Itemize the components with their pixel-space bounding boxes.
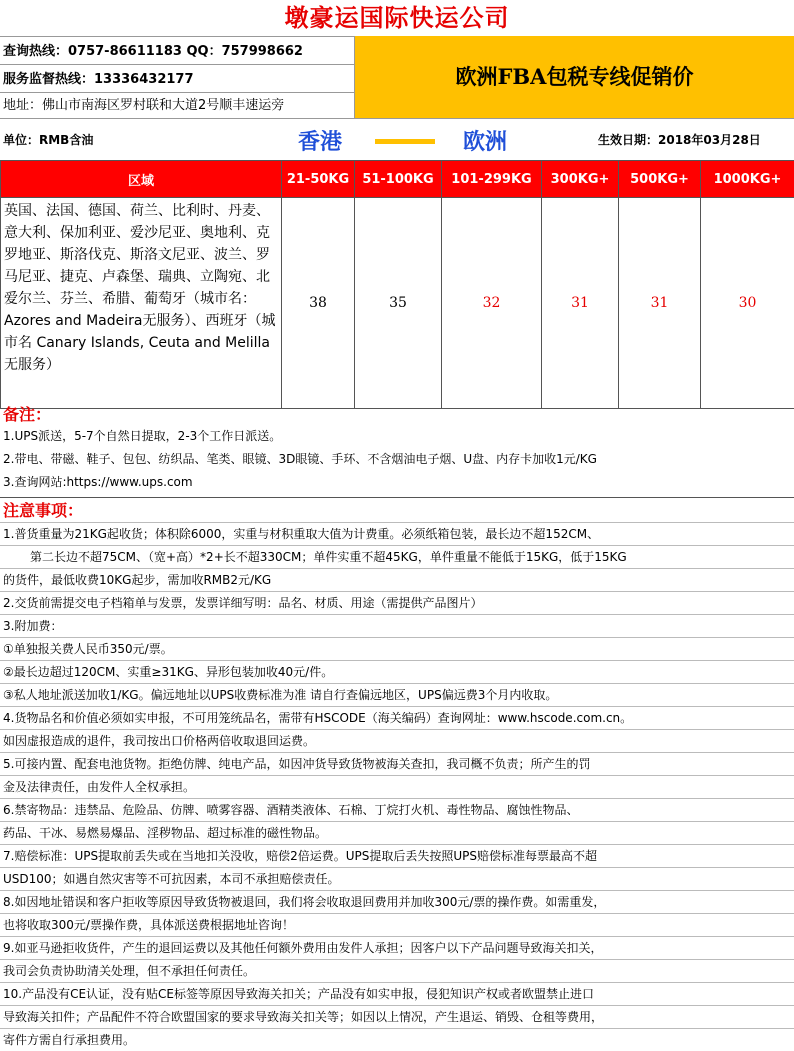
- attention-line: 4.货物品名和价值必须如实申报，不可用笼统品名，需带有HSCODE（海关编码）查询网址：www.hscode.com.cn。: [0, 707, 794, 730]
- price-1000: 30: [701, 198, 794, 409]
- remarks-title: 备注：: [0, 402, 794, 425]
- attention-line: ③私人地址派送加收1/KG。偏远地址以UPS收费标准为准 请自行查偏远地区，UPS偏远费3个月内收取。: [0, 684, 794, 707]
- header-region: 区域: [1, 161, 282, 198]
- remark-line: 1.UPS派送，5-7个自然日提取，2-3个工作日派送。: [0, 425, 794, 448]
- attention-line: 3.附加费：: [0, 615, 794, 638]
- attention-line: 5.可接内置、配套电池货物。拒绝仿牌、纯电产品，如因冲货导致货物被海关查扣，我司概不负责；所产生的罚: [0, 753, 794, 776]
- attention-line: 10.产品没有CE认证，没有贴CE标签等原因导致海关扣关；产品没有如实申报，侵犯知识产权或者欧盟禁止进口: [0, 983, 794, 1006]
- hotline-row: 查询热线：0757-86611183 QQ：757998662: [0, 36, 354, 66]
- header-1000: 1000KG+: [701, 161, 794, 198]
- remark-line: 3.查询网站:https://www.ups.com: [0, 471, 794, 494]
- company-title: 墩豪运国际快运公司: [0, 0, 794, 36]
- attention-line: 1.普货重量为21KG起收货；体积除6000，实重与材积重取大值为计费重。必须纸箱包装，最长边不超152CM、: [0, 523, 794, 546]
- rate-header-row: [1, 161, 794, 198]
- unit-label: 单位：RMB含油: [3, 131, 93, 148]
- price-21-50: 38: [282, 198, 355, 409]
- route-arrow-icon: [375, 139, 435, 144]
- attention-line: 如因虚报造成的退件，我司按出口价格两倍收取退回运费。: [0, 730, 794, 753]
- attention-title: 注意事项：: [0, 500, 794, 523]
- unit-row: [0, 118, 794, 160]
- rate-table: [0, 160, 794, 409]
- header-300: 300KG+: [542, 161, 619, 198]
- header-500: 500KG+: [619, 161, 701, 198]
- attention-line: 9.如亚马逊拒收货件，产生的退回运费以及其他任何额外费用由发件人承担；因客户以下产品问题导致海关扣关，: [0, 937, 794, 960]
- price-300: 31: [542, 198, 619, 409]
- price-101-299: 32: [442, 198, 542, 409]
- attention-line: 6.禁寄物品：违禁品、危险品、仿牌、喷雾容器、酒精类液体、石棉、丁烷打火机、毒性物品、腐蚀性物品、: [0, 799, 794, 822]
- attention-line: 的货件，最低收费10KG起步，需加收RMB2元/KG: [0, 569, 794, 592]
- supervise-row: 服务监督热线：13336432177: [0, 64, 354, 94]
- promo-banner: 欧洲FBA包税专线促销价: [354, 36, 794, 118]
- attention-line: USD100；如遇自然灾害等不可抗因素，本司不承担赔偿责任。: [0, 868, 794, 891]
- attention-line: 药品、干冰、易燃易爆品、淫秽物品、超过标准的磁性物品。: [0, 822, 794, 845]
- attention-line: 2.交货前需提交电子档箱单与发票，发票详细写明：品名、材质、用途（需提供产品图片）: [0, 592, 794, 615]
- origin-label: 香港: [298, 125, 342, 156]
- destination-label: 欧洲: [463, 125, 507, 156]
- attention-line: 导致海关扣件；产品配件不符合欧盟国家的要求导致海关扣关等；如因以上情况，产生退运、销毁、仓租等费用，: [0, 1006, 794, 1029]
- header-101-299: 101-299KG: [442, 161, 542, 198]
- attention-line: ②最长边超过120CM、实重≥31KG、异形包装加收40元/件。: [0, 661, 794, 684]
- attention-line: 8.如因地址错误和客户拒收等原因导致货物被退回，我们将会收取退回费用并加收300元/票的操作费。如需重发，: [0, 891, 794, 914]
- address-row: 地址：佛山市南海区罗村联和大道2号顺丰速运旁: [0, 92, 354, 118]
- attention-line: 我司会负责协助清关处理，但不承担任何责任。: [0, 960, 794, 983]
- attention-line: 也将收取300元/票操作费，具体派送费根据地址咨询！: [0, 914, 794, 937]
- remark-line: 2.带电、带磁、鞋子、包包、纺织品、笔类、眼镜、3D眼镜、手环、不含烟油电子烟、U盘、内存卡加收1元/KG: [0, 448, 794, 471]
- attention-line: 寄件方需自行承担费用。: [0, 1029, 794, 1051]
- effective-date: 生效日期：2018年03月28日: [598, 131, 761, 148]
- remarks-section: [0, 402, 794, 498]
- header-51-100: 51-100KG: [355, 161, 442, 198]
- price-500: 31: [619, 198, 701, 409]
- attention-line: 第二长边不超75CM、（宽+高）*2+长不超330CM；单件实重不超45KG，单件重量不能低于15KG，低于15KG: [0, 546, 794, 569]
- attention-line: 7.赔偿标准：UPS提取前丢失或在当地扣关没收，赔偿2倍运费。UPS提取后丢失按照UPS赔偿标准每票最高不超: [0, 845, 794, 868]
- header-21-50: 21-50KG: [282, 161, 355, 198]
- region-cell: 英国、法国、德国、荷兰、比利时、丹麦、 意大利、保加利亚、爱沙尼亚、奥地利、克罗地亚、斯洛伐克、斯洛文尼亚、波兰、罗马尼亚、捷克、卢森堡、瑞典、立陶宛、北爱尔兰、芬兰、希腊、葡萄牙（城市名：Azores and Madeira无服务）、西班牙（城市名 Canary Islands, Ceuta and Melilla无服务）: [1, 198, 282, 409]
- attention-section: [0, 500, 794, 1008]
- attention-line: 金及法律责任，由发件人全权承担。: [0, 776, 794, 799]
- attention-line: ①单独报关费人民币350元/票。: [0, 638, 794, 661]
- price-51-100: 35: [355, 198, 442, 409]
- rate-row: [1, 198, 794, 409]
